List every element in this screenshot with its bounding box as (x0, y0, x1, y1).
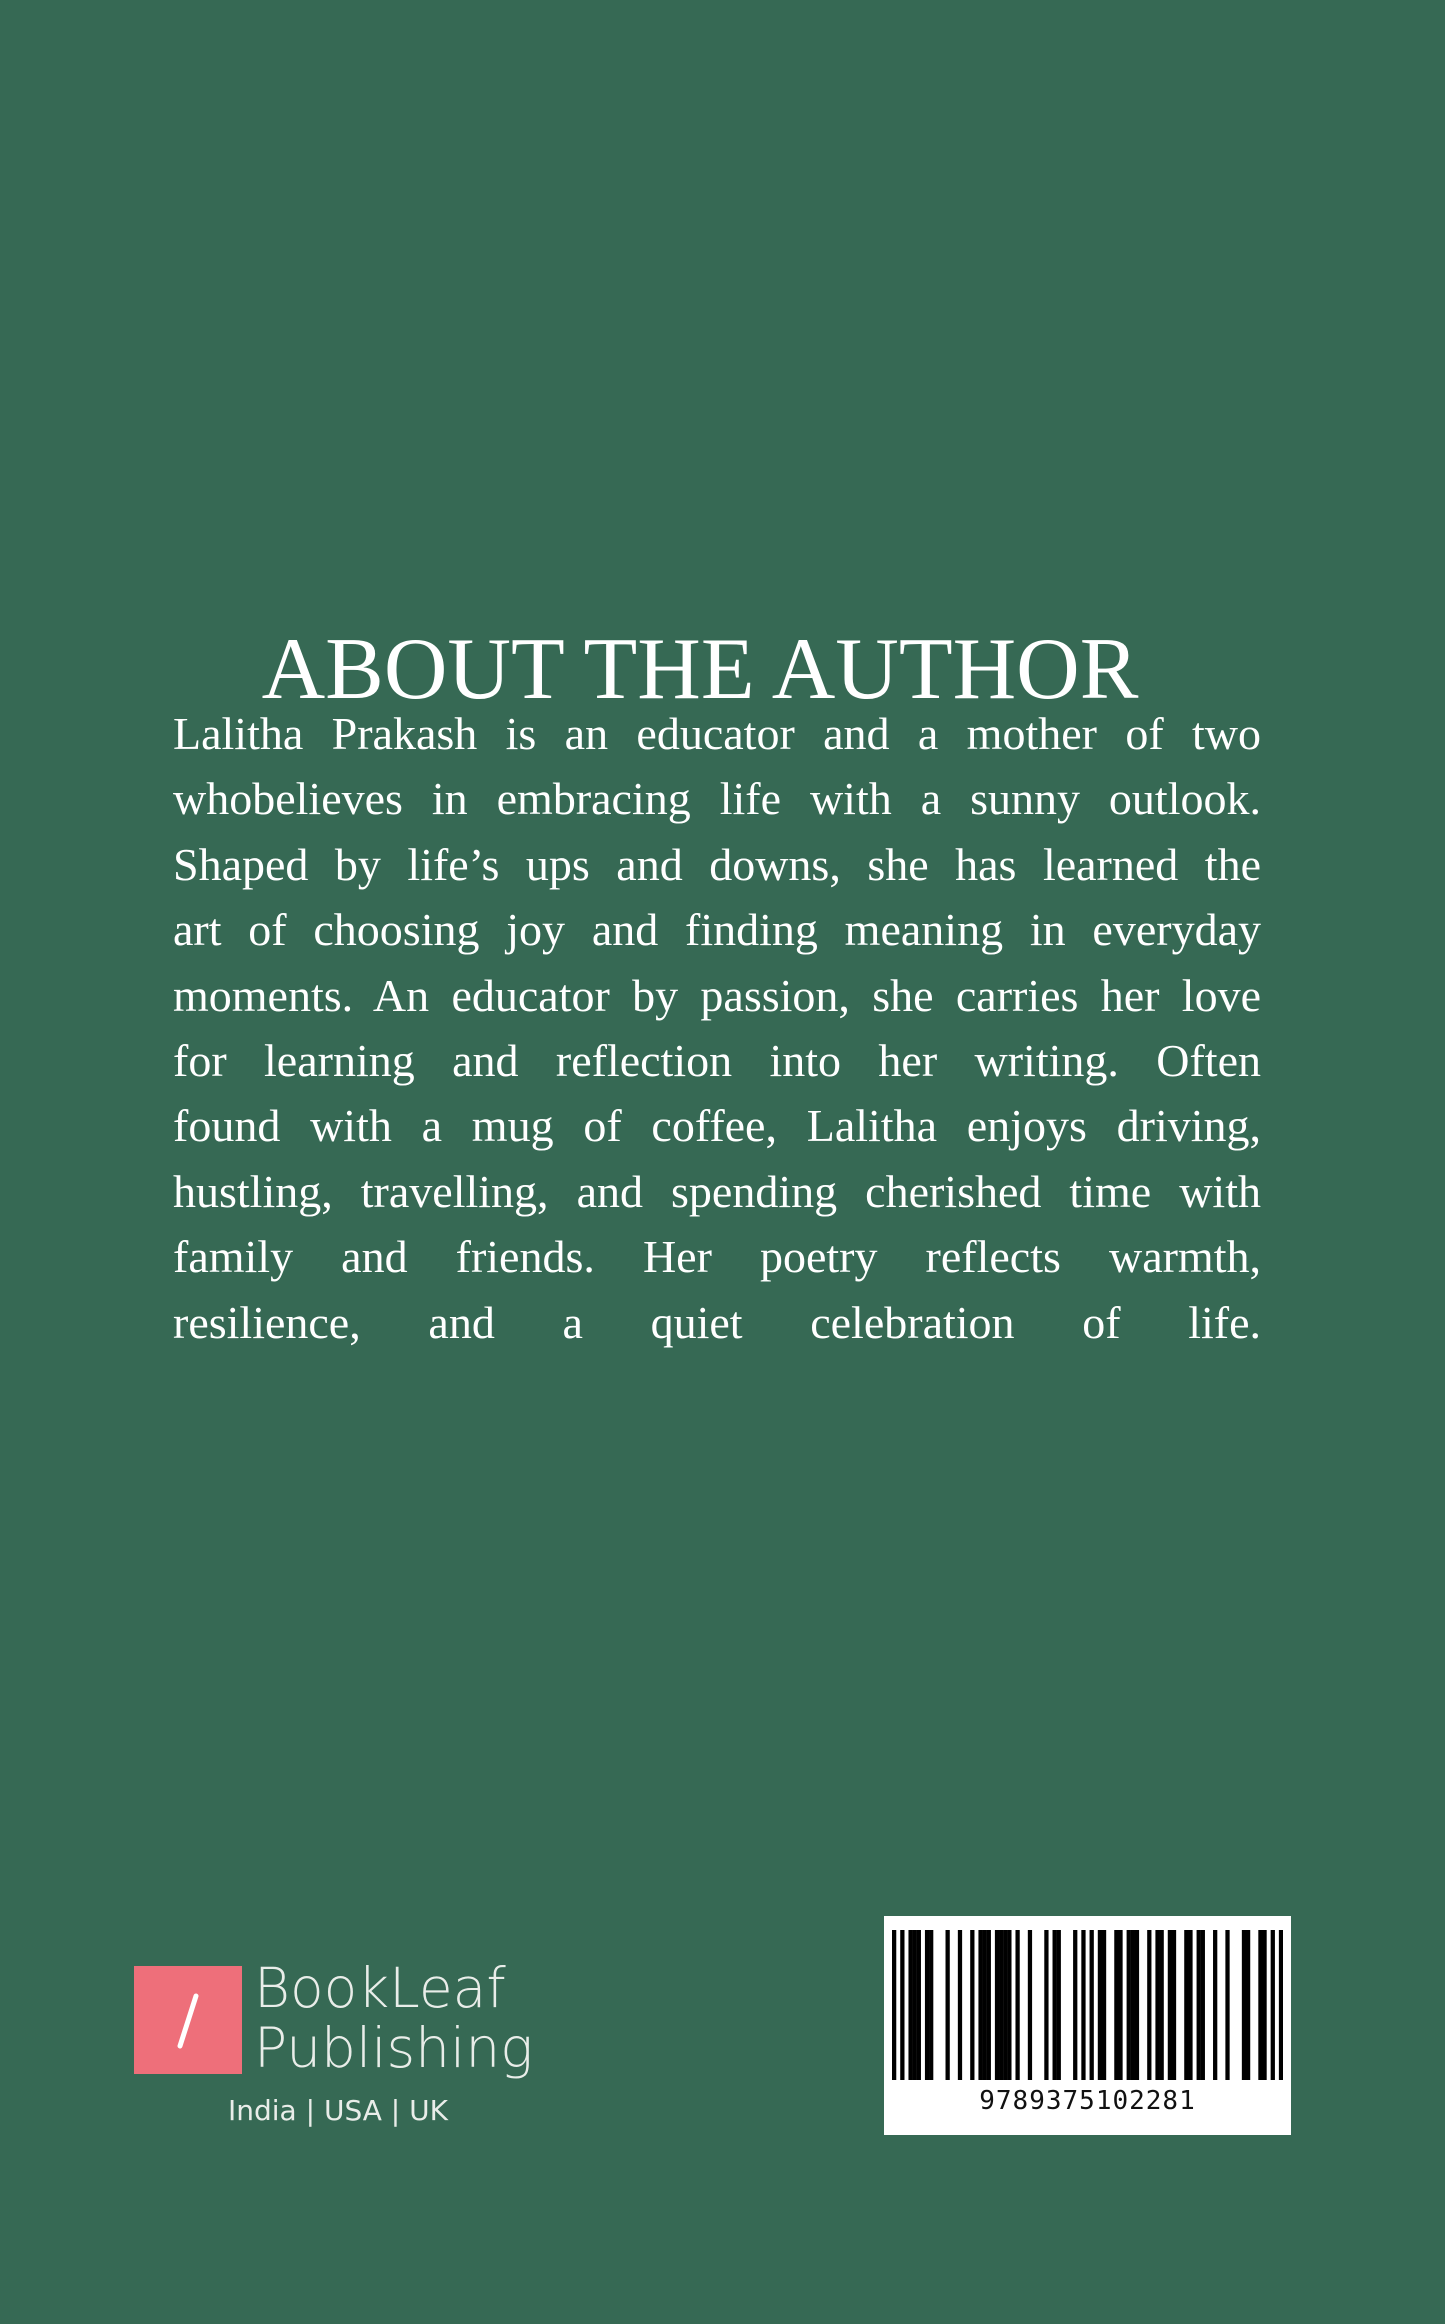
barcode-bar (995, 1930, 999, 2080)
barcode-bar (1258, 1930, 1262, 2080)
bio-line: moments. An educator by passion, she carries her love (173, 969, 1261, 1021)
barcode-bar (1184, 1930, 1188, 2080)
barcode-bar (946, 1930, 950, 2080)
barcode-bar (1160, 1930, 1164, 2080)
bio-line: family and friends. Her poetry reflects warmth, (173, 1231, 1261, 1283)
barcode-bar (970, 1930, 974, 2080)
barcode-bar (1028, 1930, 1032, 2080)
bio-line: resilience, and a quiet celebration of life. (173, 1296, 1261, 1348)
barcode-bar (892, 1930, 896, 2080)
barcode-bar (978, 1930, 982, 2080)
barcode-bar (1015, 1930, 1019, 2080)
barcode-bar (1118, 1930, 1122, 2080)
barcode-bars (892, 1930, 1283, 2080)
publisher-regions: India | USA | UK (228, 2094, 448, 2127)
isbn-number: 9789375102281 (979, 2086, 1196, 2116)
barcode-bar (1197, 1930, 1201, 2080)
barcode (884, 1916, 1291, 2135)
barcode-bar (1242, 1930, 1246, 2080)
publisher-logo (134, 1958, 534, 2138)
barcode-bar (1044, 1930, 1048, 2080)
barcode-bar (900, 1930, 904, 2080)
bio-line: Lalitha Prakash is an educator and a mother of two (173, 708, 1261, 759)
barcode-bar (1246, 1930, 1250, 2080)
barcode-bar (987, 1930, 991, 2080)
barcode-bar (1073, 1930, 1077, 2080)
barcode-bar (1168, 1930, 1172, 2080)
bio-line: Shaped by life’s ups and downs, she has learned the (173, 838, 1261, 890)
barcode-bar (1081, 1930, 1085, 2080)
barcode-bar (1003, 1930, 1007, 2080)
bio-line: art of choosing joy and finding meaning in everyday (173, 904, 1261, 956)
barcode-bar (1131, 1930, 1135, 2080)
barcode-bar (1201, 1930, 1205, 2080)
page-title: ABOUT THE AUTHOR (261, 620, 1139, 718)
barcode-bar (1188, 1930, 1192, 2080)
barcode-bar (1271, 1930, 1275, 2080)
barcode-bar (983, 1930, 987, 2080)
bio-line: hustling, travelling, and spending cherished time with (173, 1165, 1261, 1217)
barcode-bar (1225, 1930, 1229, 2080)
slash-icon (134, 1966, 242, 2074)
barcode-bar (1135, 1930, 1139, 2080)
author-bio (173, 701, 1261, 1355)
barcode-bar (1262, 1930, 1266, 2080)
barcode-bar (1147, 1930, 1151, 2080)
barcode-bar (958, 1930, 962, 2080)
barcode-bar (1090, 1930, 1094, 2080)
barcode-bar (1053, 1930, 1057, 2080)
barcode-bar (925, 1930, 929, 2080)
barcode-bar (1279, 1930, 1283, 2080)
barcode-bar (929, 1930, 933, 2080)
publisher-name-line2: Publishing (254, 2016, 534, 2080)
barcode-bar (1172, 1930, 1176, 2080)
barcode-bar (917, 1930, 921, 2080)
logo-mark (134, 1966, 242, 2074)
barcode-bar (1102, 1930, 1106, 2080)
publisher-name (254, 1958, 533, 2078)
publisher-name-line1: BookLeaf (254, 1956, 506, 2020)
barcode-bar (1155, 1930, 1159, 2080)
barcode-bar (913, 1930, 917, 2080)
barcode-bar (1114, 1930, 1118, 2080)
barcode-bar (1057, 1930, 1061, 2080)
bio-line: whobelieves in embracing life with a sunny outlook. (173, 773, 1261, 825)
barcode-bar (1213, 1930, 1217, 2080)
barcode-bar (1098, 1930, 1102, 2080)
barcode-bar (999, 1930, 1003, 2080)
bio-line: for learning and reflection into her writing. Often (173, 1034, 1261, 1086)
barcode-bar (1007, 1930, 1011, 2080)
barcode-bar (1127, 1930, 1131, 2080)
barcode-bar (908, 1930, 912, 2080)
bio-line: found with a mug of coffee, Lalitha enjoys driving, (173, 1100, 1261, 1152)
